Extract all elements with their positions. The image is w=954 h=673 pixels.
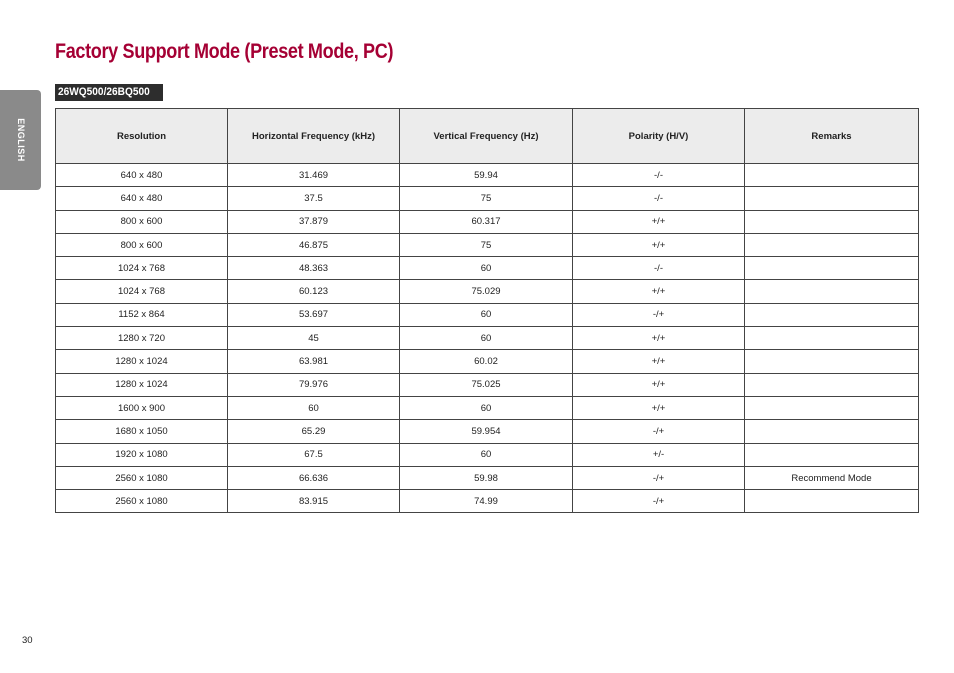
resolution-cell: 640 x 480 [56, 187, 228, 210]
remarks-cell [745, 233, 919, 256]
page-title: Factory Support Mode (Preset Mode, PC) [55, 40, 394, 63]
resolution-cell: 800 x 600 [56, 210, 228, 233]
horizontal-frequency-cell: 45 [228, 327, 400, 350]
table-row [56, 233, 919, 256]
table-row [56, 210, 919, 233]
resolution-cell: 1024 x 768 [56, 257, 228, 280]
polarity-cell: +/- [573, 443, 745, 466]
polarity-cell: +/+ [573, 350, 745, 373]
remarks-cell [745, 396, 919, 419]
polarity-cell: -/+ [573, 466, 745, 489]
resolution-cell: 1024 x 768 [56, 280, 228, 303]
table-row [56, 327, 919, 350]
table-row [56, 164, 919, 187]
remarks-cell [745, 280, 919, 303]
frequency-table [55, 108, 919, 513]
remarks-cell [745, 420, 919, 443]
table-row [56, 187, 919, 210]
resolution-cell: 1152 x 864 [56, 303, 228, 326]
vertical-frequency-cell: 60 [400, 327, 573, 350]
vertical-frequency-cell: 75.025 [400, 373, 573, 396]
table-row [56, 420, 919, 443]
remarks-cell: Recommend Mode [745, 466, 919, 489]
horizontal-frequency-cell: 66.636 [228, 466, 400, 489]
header-horizontal-frequency: Horizontal Frequency (kHz) [228, 109, 400, 164]
language-side-tab [0, 90, 41, 190]
horizontal-frequency-cell: 79.976 [228, 373, 400, 396]
horizontal-frequency-cell: 31.469 [228, 164, 400, 187]
horizontal-frequency-cell: 67.5 [228, 443, 400, 466]
resolution-cell: 1600 x 900 [56, 396, 228, 419]
horizontal-frequency-cell: 37.5 [228, 187, 400, 210]
remarks-cell [745, 257, 919, 280]
horizontal-frequency-cell: 37.879 [228, 210, 400, 233]
header-polarity: Polarity (H/V) [573, 109, 745, 164]
polarity-cell: -/+ [573, 490, 745, 513]
vertical-frequency-cell: 60 [400, 443, 573, 466]
polarity-cell: -/+ [573, 303, 745, 326]
remarks-cell [745, 373, 919, 396]
table-header-row [56, 109, 919, 164]
polarity-cell: +/+ [573, 396, 745, 419]
table-row [56, 280, 919, 303]
horizontal-frequency-cell: 60.123 [228, 280, 400, 303]
resolution-cell: 1280 x 1024 [56, 350, 228, 373]
remarks-cell [745, 303, 919, 326]
remarks-cell [745, 350, 919, 373]
remarks-cell [745, 187, 919, 210]
vertical-frequency-cell: 60 [400, 257, 573, 280]
table-row [56, 490, 919, 513]
vertical-frequency-cell: 60.02 [400, 350, 573, 373]
vertical-frequency-cell: 59.94 [400, 164, 573, 187]
horizontal-frequency-cell: 65.29 [228, 420, 400, 443]
horizontal-frequency-cell: 83.915 [228, 490, 400, 513]
model-badge [55, 84, 163, 101]
vertical-frequency-cell: 74.99 [400, 490, 573, 513]
polarity-cell: +/+ [573, 280, 745, 303]
resolution-cell: 1920 x 1080 [56, 443, 228, 466]
remarks-cell [745, 164, 919, 187]
table-row [56, 396, 919, 419]
table-row [56, 443, 919, 466]
polarity-cell: +/+ [573, 210, 745, 233]
vertical-frequency-cell: 60.317 [400, 210, 573, 233]
table-body [56, 164, 919, 513]
table-row [56, 350, 919, 373]
remarks-cell [745, 443, 919, 466]
remarks-cell [745, 210, 919, 233]
horizontal-frequency-cell: 46.875 [228, 233, 400, 256]
resolution-cell: 1280 x 1024 [56, 373, 228, 396]
vertical-frequency-cell: 59.98 [400, 466, 573, 489]
polarity-cell: +/+ [573, 233, 745, 256]
table-row [56, 373, 919, 396]
horizontal-frequency-cell: 53.697 [228, 303, 400, 326]
header-resolution: Resolution [56, 109, 228, 164]
header-vertical-frequency: Vertical Frequency (Hz) [400, 109, 573, 164]
horizontal-frequency-cell: 63.981 [228, 350, 400, 373]
polarity-cell: -/+ [573, 420, 745, 443]
table-row [56, 303, 919, 326]
model-label: 26WQ500/26BQ500 [58, 86, 150, 98]
page-number: 30 [22, 635, 33, 646]
vertical-frequency-cell: 75.029 [400, 280, 573, 303]
resolution-cell: 800 x 600 [56, 233, 228, 256]
horizontal-frequency-cell: 60 [228, 396, 400, 419]
table-row [56, 257, 919, 280]
header-remarks: Remarks [745, 109, 919, 164]
vertical-frequency-cell: 59.954 [400, 420, 573, 443]
resolution-cell: 2560 x 1080 [56, 490, 228, 513]
polarity-cell: +/+ [573, 327, 745, 350]
resolution-cell: 1680 x 1050 [56, 420, 228, 443]
language-label: ENGLISH [15, 118, 26, 162]
resolution-cell: 1280 x 720 [56, 327, 228, 350]
resolution-cell: 2560 x 1080 [56, 466, 228, 489]
vertical-frequency-cell: 60 [400, 396, 573, 419]
polarity-cell: -/- [573, 164, 745, 187]
horizontal-frequency-cell: 48.363 [228, 257, 400, 280]
polarity-cell: -/- [573, 257, 745, 280]
vertical-frequency-cell: 75 [400, 233, 573, 256]
table-row [56, 466, 919, 489]
polarity-cell: -/- [573, 187, 745, 210]
resolution-cell: 640 x 480 [56, 164, 228, 187]
polarity-cell: +/+ [573, 373, 745, 396]
remarks-cell [745, 490, 919, 513]
vertical-frequency-cell: 60 [400, 303, 573, 326]
vertical-frequency-cell: 75 [400, 187, 573, 210]
remarks-cell [745, 327, 919, 350]
